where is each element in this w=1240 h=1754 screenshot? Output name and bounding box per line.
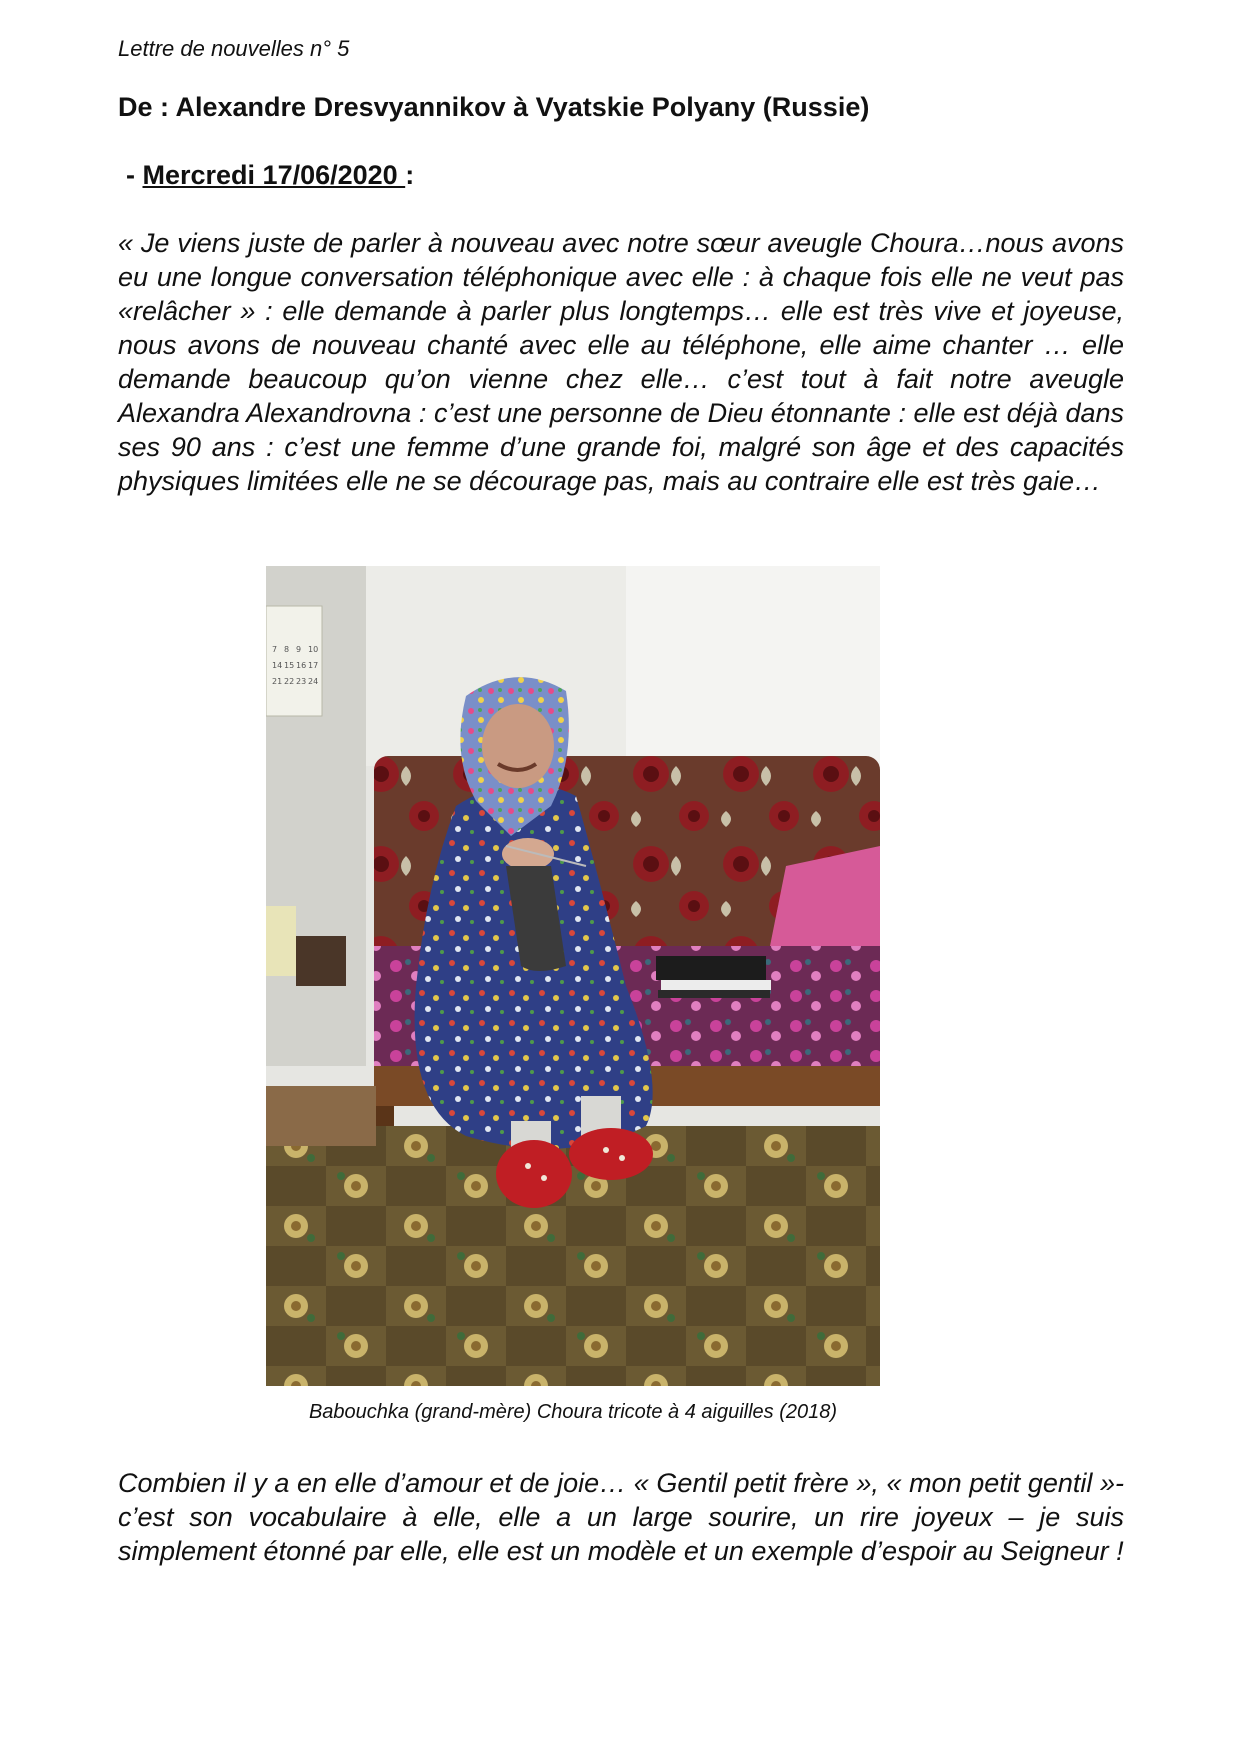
calendar-num: 21 <box>272 677 283 686</box>
newsletter-header: Lettre de nouvelles n° 5 <box>118 36 350 61</box>
calendar-num: 14 <box>272 661 283 670</box>
calendar-num: 7 <box>272 645 278 654</box>
date-text: Mercredi 17/06/2020 <box>142 160 406 190</box>
photo-caption: Babouchka (grand-mère) Choura tricote à 4 aiguilles (2018) <box>308 1401 838 1423</box>
paragraph-2: Combien il y a en elle d’amour et de joie… « Gentil petit frère », « mon petit gentil »- c’est son vocabulaire à elle, elle a un large sourire, un rire joyeux – je suis simplement étonné par elle, elle est un modèle et un exemple d’espoir au Seigneur ! <box>118 1468 1124 1566</box>
calendar-num: 23 <box>296 677 307 686</box>
calendar-num: 15 <box>284 661 295 670</box>
date-prefix: - <box>126 160 143 190</box>
photo-grandmother-knitting <box>266 566 880 1386</box>
calendar-num: 16 <box>296 661 307 670</box>
wall-calendar <box>266 606 322 716</box>
calendar-num: 17 <box>308 661 319 670</box>
sender-line: De : Alexandre Dresvyannikov à Vyatskie Polyany (Russie) <box>118 92 870 122</box>
calendar-num: 9 <box>296 645 302 654</box>
calendar-num: 8 <box>284 645 290 654</box>
entry-date <box>126 160 414 191</box>
calendar-num: 24 <box>308 677 319 686</box>
paragraph-1: « Je viens juste de parler à nouveau avec notre sœur aveugle Choura…nous avons eu une longue conversation téléphonique avec elle : à chaque fois elle ne veut pas «relâcher » : elle demande à parler plus longtemps… elle est très vive et joyeuse, nous avons de nouveau chanté avec elle au téléphone, elle aime chanter … elle demande beaucoup qu’on vienne chez elle… c’est tout à fait notre aveugle Alexandra Alexandrovna : c’est une personne de Dieu étonnante : elle est déjà dans ses 90 ans : c’est une femme d’une grande foi, malgré son âge et des capacités physiques limitées elle ne se décourage pas, mais au contraire elle est très gaie… <box>118 228 1124 496</box>
calendar-num: 10 <box>308 645 319 654</box>
calendar-num: 22 <box>284 677 295 686</box>
date-suffix: : <box>405 160 415 190</box>
